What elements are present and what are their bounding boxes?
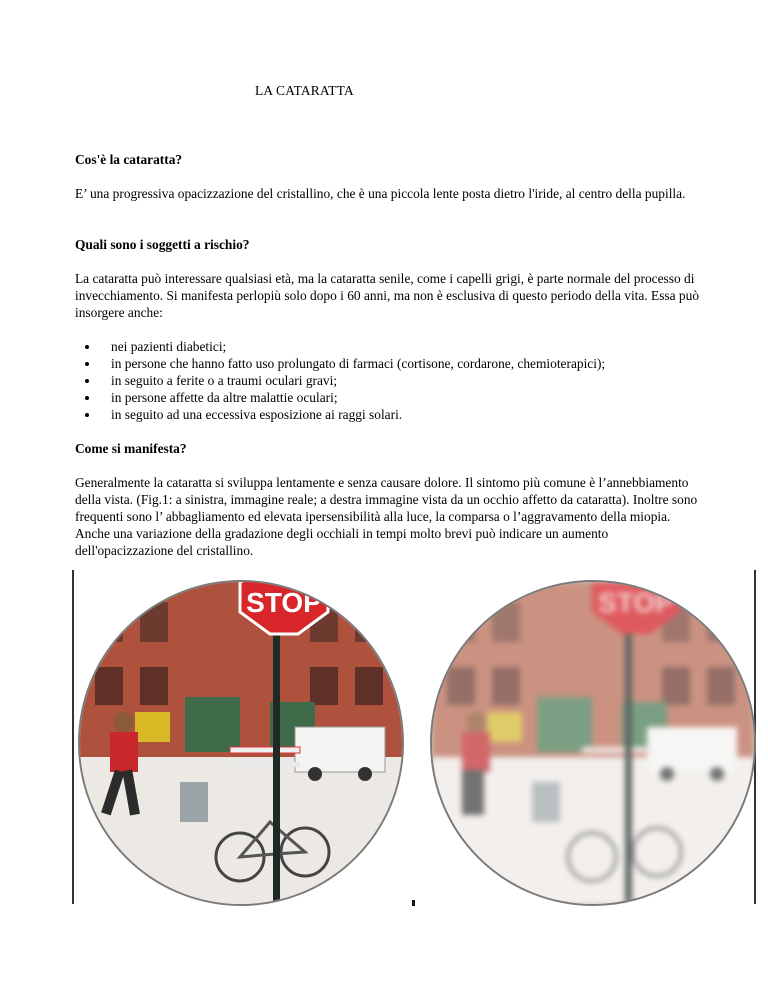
section-risk — [75, 236, 705, 253]
figure-marker — [412, 900, 415, 906]
normal-vision-lens — [78, 580, 404, 906]
section-what-is-body — [75, 185, 705, 202]
section-symptoms — [75, 440, 705, 457]
list-item: in persone che hanno fatto uso prolungato di farmaci (cortisone, cordarone, chemioterapici); — [111, 355, 705, 372]
risk-list — [75, 338, 705, 423]
list-item: in seguito a ferite o a traumi oculari gravi; — [111, 372, 705, 389]
stop-sign-text-blurred: STOP — [598, 587, 674, 618]
list-item: in persone affette da altre malattie oculari; — [111, 389, 705, 406]
street-scene-normal — [80, 582, 402, 904]
section-risk-body — [75, 270, 705, 321]
list-item: nei pazienti diabetici; — [111, 338, 705, 355]
section-heading: Quali sono i soggetti a rischio? — [75, 237, 250, 252]
section-heading: Cos'è la cataratta? — [75, 152, 183, 167]
cataract-comparison-figure — [72, 570, 760, 904]
page-title: LA CATARATTA — [255, 83, 354, 98]
paragraph: Generalmente la cataratta si sviluppa lentamente e senza causare dolore. Il sintomo più comune è l’annebbiamento della vista. (Fig.1: a sinistra, immagine reale; a destra immagine vista da un occhio affetto da cataratta). Inoltre sono frequenti sono l’ abbagliamento ed elevata ipersensibilità alla luce, la comparsa o l’aggravamento della miopia. Anche una variazione della gradazione degli occhiali in tempi molto brevi può indicare un aumento dell'opacizzazione del cristallino. — [75, 475, 698, 558]
section-what-is — [75, 151, 705, 168]
paragraph: E’ una progressiva opacizzazione del cristallino, che è una piccola lente posta dietro l'iride, al centro della pupilla. — [75, 186, 686, 201]
figure-border-left — [72, 570, 74, 904]
stop-sign-text: STOP — [246, 587, 322, 618]
section-heading: Come si manifesta? — [75, 441, 187, 456]
cataract-vision-lens — [430, 580, 756, 906]
list-item: in seguito ad una eccessiva esposizione ai raggi solari. — [111, 406, 705, 423]
section-symptoms-body — [75, 474, 705, 559]
risk-list-wrap — [75, 338, 705, 423]
paragraph: La cataratta può interessare qualsiasi età, ma la cataratta senile, come i capelli grigi, è parte normale del processo di invecchiamento. Si manifesta perlopiù solo dopo i 60 anni, ma non è esclusiva di questo periodo della vita. Essa può insorgere anche: — [75, 271, 700, 320]
street-scene-blurred — [432, 582, 754, 904]
